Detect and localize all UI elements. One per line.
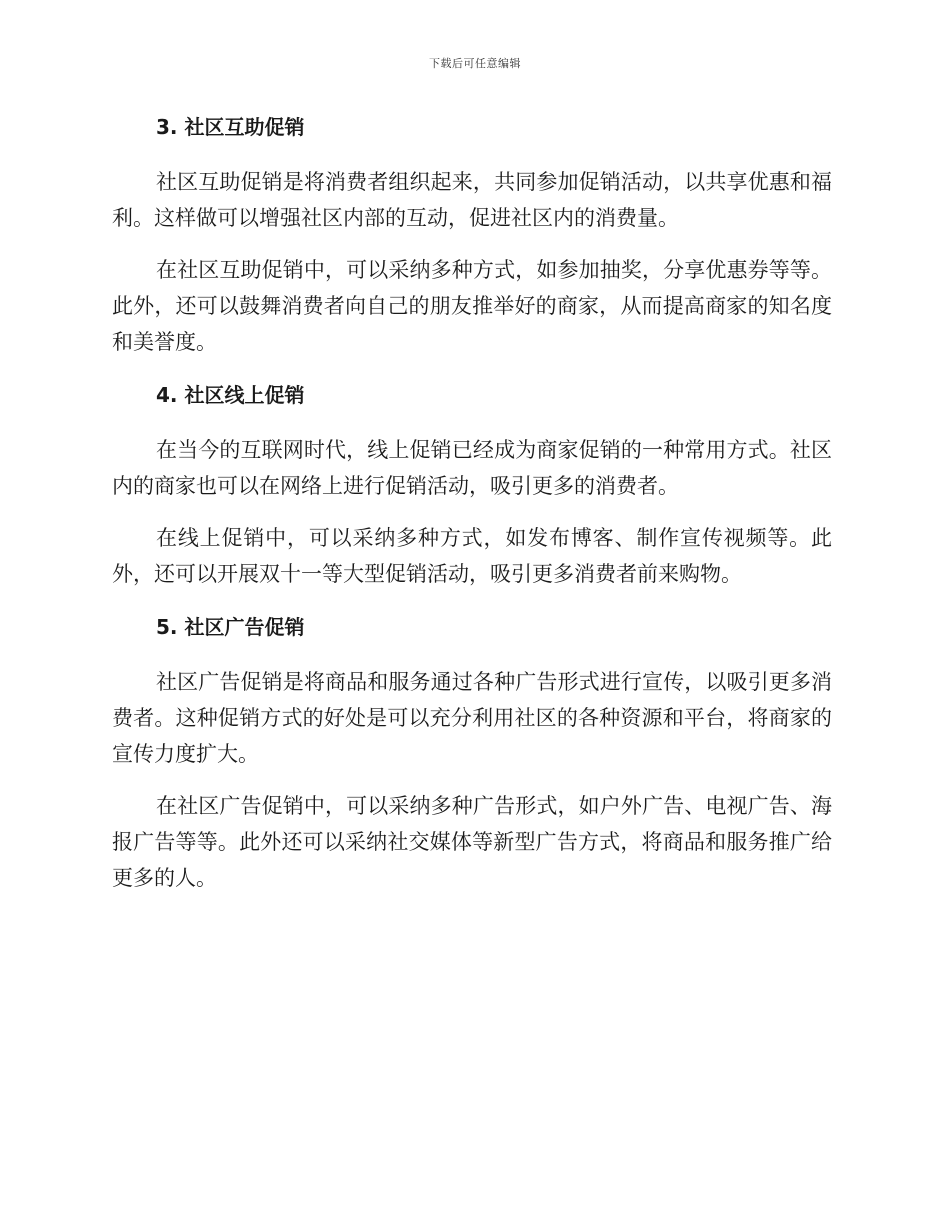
paragraph: 社区互助促销是将消费者组织起来，共同参加促销活动，以共享优惠和福利。这样做可以增强社区内部的互动，促进社区内的消费量。 [112, 170, 832, 230]
section-heading-4: 4. 社区线上促销 [156, 383, 305, 407]
section-heading-5: 5. 社区广告促销 [156, 615, 305, 639]
document-body [112, 108, 832, 896]
paragraph: 社区广告促销是将商品和服务通过各种广告形式进行宣传，以吸引更多消费者。这种促销方式的好处是可以充分利用社区的各种资源和平台，将商家的宣传力度扩大。 [112, 670, 832, 766]
paragraph: 在社区广告促销中，可以采纳多种广告形式，如户外广告、电视广告、海报广告等等。此外还可以采纳社交媒体等新型广告方式，将商品和服务推广给更多的人。 [112, 794, 832, 890]
paragraph: 在当今的互联网时代，线上促销已经成为商家促销的一种常用方式。社区内的商家也可以在网络上进行促销活动，吸引更多的消费者。 [112, 438, 832, 498]
paragraph: 在线上促销中，可以采纳多种方式，如发布博客、制作宣传视频等。此外，还可以开展双十一等大型促销活动，吸引更多消费者前来购物。 [112, 526, 832, 586]
section-heading-3: 3. 社区互助促销 [156, 115, 305, 139]
page-header: 下载后可任意编辑 [429, 57, 521, 70]
paragraph: 在社区互助促销中，可以采纳多种方式，如参加抽奖，分享优惠券等等。此外，还可以鼓舞消费者向自己的朋友推举好的商家，从而提高商家的知名度和美誉度。 [112, 258, 832, 354]
